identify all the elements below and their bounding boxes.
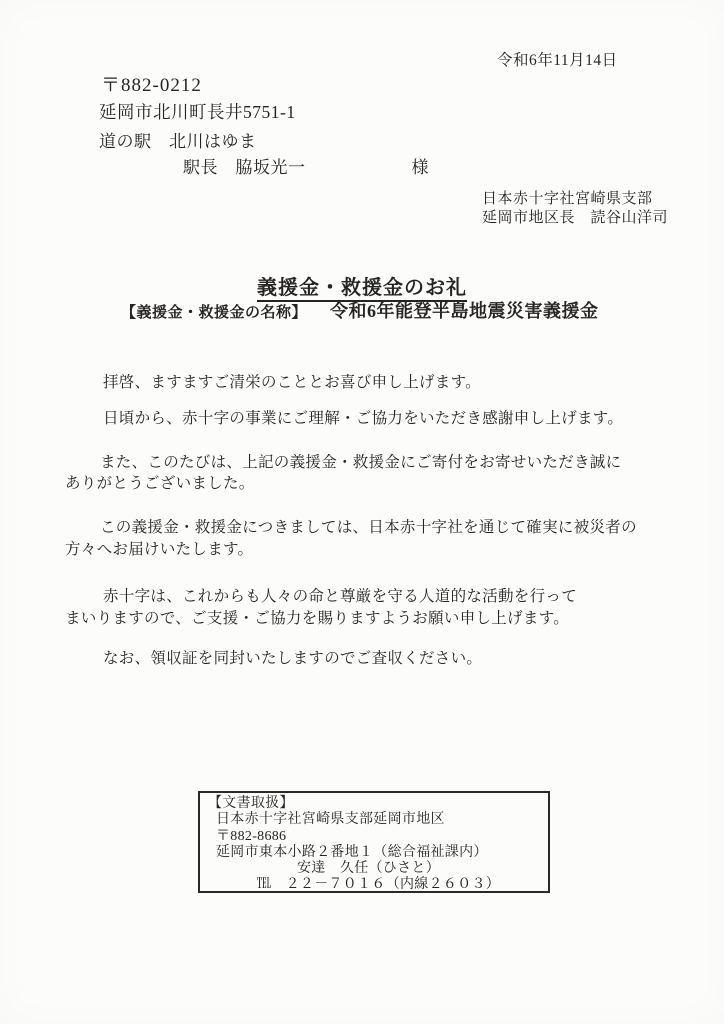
recipient-person-line [183,153,429,178]
sender-block [482,190,668,227]
recipient-honorific: 様 [411,158,429,177]
handler-address: 延岡市東本小路２番地１（総合福祉課内） [216,844,488,860]
letter-title: 義援金・救援金のお礼 [257,277,467,302]
body-paragraph-1: 拝啓、ますますご清栄のこととお喜び申し上げます。 [103,374,481,391]
handler-organization: 日本赤十字社宮崎県支部延岡市地区 [216,812,445,828]
body-paragraph-4-line-2: 方々へお届けいたします。 [65,541,254,558]
recipient-organization: 道の駅 北川はゆま [99,132,257,151]
recipient-address: 延岡市北川町長井5751-1 [99,102,296,122]
handler-contact-person: 安達 久任（ひさと） [297,861,440,877]
donation-name-label: 【義援金・救援金の名称】 [121,305,308,321]
body-paragraph-4-line-1: この義援金・救援金につきましては、日本赤十字社を通じて確実に被災者の [100,519,637,536]
body-paragraph-5-line-2: まいりますので、ご支援・ご協力を賜りますようお願い申し上げます。 [65,610,570,627]
body-paragraph-6: なお、領収証を同封いたしますのでご査収ください。 [103,650,483,667]
handler-telephone: ℡ ２２－７０１６（内線２６０３） [257,877,501,893]
letter-date: 令和6年11月14日 [497,52,618,69]
letter-title-row [0,271,724,300]
handler-box-title: 【文書取扱】 [208,796,294,811]
donation-name-value: 令和6年能登半島地震災害義援金 [330,301,599,321]
recipient-postal-code: 〒882-0212 [101,75,202,96]
sender-person: 延岡市地区長 読谷山洋司 [482,209,669,226]
sender-organization: 日本赤十字社宮崎県支部 [482,191,653,207]
handler-postal-code: 〒882-8686 [216,828,287,844]
body-paragraph-5-line-1: 赤十字は、これからも人々の命と尊厳を守る人道的な活動を行って [103,588,578,605]
recipient-person-name: 駅長 脇坂光一 [183,158,306,177]
body-paragraph-2: 日頃から、赤十字の事業にご理解・ご協力をいただき感謝申し上げます。 [103,410,624,427]
body-paragraph-3-line-1: また、このたびは、上記の義援金・救援金にご寄付をお寄せいただき誠に [100,454,622,471]
body-paragraph-3-line-2: ありがとうございました。 [65,475,255,492]
document-handler-box [198,791,550,893]
